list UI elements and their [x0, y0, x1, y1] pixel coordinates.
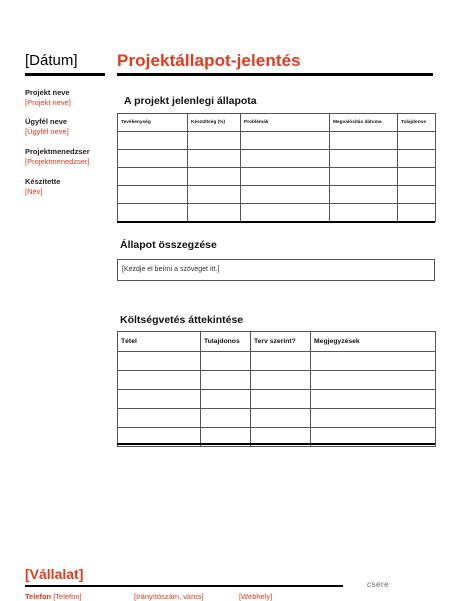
budget-table-cell[interactable] — [118, 409, 201, 428]
status-table-cell[interactable] — [330, 150, 398, 168]
client-name-block — [25, 117, 69, 137]
status-header-row — [118, 114, 436, 132]
prepared-by-label: Készítette — [25, 177, 61, 186]
project-manager-block — [25, 147, 90, 167]
status-table-cell[interactable] — [118, 150, 188, 168]
date-divider — [25, 73, 105, 76]
project-manager-label: Projektmenedzser — [25, 147, 90, 156]
budget-col-owner: Tulajdonos — [201, 332, 251, 352]
budget-table-row — [118, 371, 436, 390]
budget-header-row — [118, 332, 436, 352]
budget-table-cell[interactable] — [311, 409, 436, 428]
website-value[interactable]: [Webhely] — [239, 592, 273, 601]
status-table-cell[interactable] — [118, 186, 188, 204]
footer-divider — [25, 585, 343, 587]
status-table-cell[interactable] — [241, 168, 330, 186]
phone-label: Telefon — [25, 592, 52, 601]
status-table-cell[interactable] — [241, 150, 330, 168]
status-table-bottom-rule — [117, 221, 435, 223]
budget-table-row — [118, 352, 436, 371]
budget-col-item: Tétel — [118, 332, 201, 352]
status-col-date: Megvalósítás dátuma — [330, 114, 398, 132]
title-divider — [117, 73, 433, 76]
project-name-block — [25, 88, 71, 108]
budget-col-on-track: Terv szerint? — [251, 332, 311, 352]
status-table-row — [118, 168, 436, 186]
status-table-cell[interactable] — [241, 204, 330, 222]
brand-mark: csere — [367, 580, 390, 589]
budget-table-cell[interactable] — [201, 352, 251, 371]
status-table-cell[interactable] — [188, 132, 241, 150]
budget-table — [117, 331, 436, 447]
status-table-cell[interactable] — [241, 132, 330, 150]
budget-table-cell[interactable] — [201, 409, 251, 428]
status-table-cell[interactable] — [330, 168, 398, 186]
status-table-cell[interactable] — [398, 150, 436, 168]
project-name-label: Projekt neve — [25, 88, 70, 97]
budget-table-cell[interactable] — [118, 352, 201, 371]
status-table-cell[interactable] — [241, 186, 330, 204]
budget-table-cell[interactable] — [311, 390, 436, 409]
status-table-cell[interactable] — [398, 186, 436, 204]
status-table-cell[interactable] — [330, 204, 398, 222]
summary-heading: Állapot összegzése — [120, 239, 217, 251]
budget-table-row — [118, 409, 436, 428]
client-name-value[interactable]: [Ügyfél neve] — [25, 127, 69, 136]
address-value[interactable]: [Irányítószám, város] — [134, 592, 204, 601]
budget-table-cell[interactable] — [201, 371, 251, 390]
status-col-owner: Tulajdonos — [398, 114, 436, 132]
status-table-cell[interactable] — [398, 204, 436, 222]
company-name[interactable]: [Vállalat] — [25, 566, 84, 582]
status-table-cell[interactable] — [188, 204, 241, 222]
status-table — [117, 113, 436, 222]
status-table-row — [118, 132, 436, 150]
status-col-activity: Tevékenység — [118, 114, 188, 132]
status-table-cell[interactable] — [118, 204, 188, 222]
status-table-cell[interactable] — [118, 168, 188, 186]
budget-table-cell[interactable] — [311, 352, 436, 371]
budget-table-cell[interactable] — [118, 390, 201, 409]
budget-table-cell[interactable] — [251, 371, 311, 390]
phone-value[interactable]: [Telefon] — [53, 592, 82, 601]
status-col-completion: Készültség (%) — [188, 114, 241, 132]
summary-text-field[interactable]: [Kezdje el beírni a szöveget itt.] — [117, 259, 435, 281]
status-col-issues: Problémák — [241, 114, 330, 132]
budget-table-cell[interactable] — [251, 409, 311, 428]
status-table-cell[interactable] — [330, 132, 398, 150]
status-table-row — [118, 150, 436, 168]
budget-table-cell[interactable] — [201, 390, 251, 409]
prepared-by-block — [25, 177, 60, 197]
client-name-label: Ügyfél neve — [25, 117, 68, 126]
budget-col-notes: Megjegyzések — [311, 332, 436, 352]
prepared-by-value[interactable]: [Név] — [25, 187, 43, 196]
project-manager-value[interactable]: [Projektmenedzser] — [25, 157, 90, 166]
page-title: Projektállapot-jelentés — [117, 51, 301, 70]
status-table-cell[interactable] — [398, 132, 436, 150]
status-table-cell[interactable] — [188, 186, 241, 204]
project-name-value[interactable]: [Projekt neve] — [25, 98, 71, 107]
budget-heading: Költségvetés áttekintése — [120, 314, 244, 326]
date-field[interactable]: [Dátum] — [25, 52, 78, 69]
budget-table-cell[interactable] — [118, 371, 201, 390]
status-table-row — [118, 204, 436, 222]
status-table-cell[interactable] — [188, 150, 241, 168]
status-table-cell[interactable] — [188, 168, 241, 186]
budget-table-row — [118, 390, 436, 409]
status-table-cell[interactable] — [330, 186, 398, 204]
status-table-cell[interactable] — [398, 168, 436, 186]
budget-table-cell[interactable] — [251, 390, 311, 409]
status-table-row — [118, 186, 436, 204]
budget-table-cell[interactable] — [311, 371, 436, 390]
status-heading: A projekt jelenlegi állapota — [124, 95, 257, 107]
status-table-cell[interactable] — [118, 132, 188, 150]
budget-table-bottom-rule — [117, 443, 435, 445]
budget-table-cell[interactable] — [251, 352, 311, 371]
